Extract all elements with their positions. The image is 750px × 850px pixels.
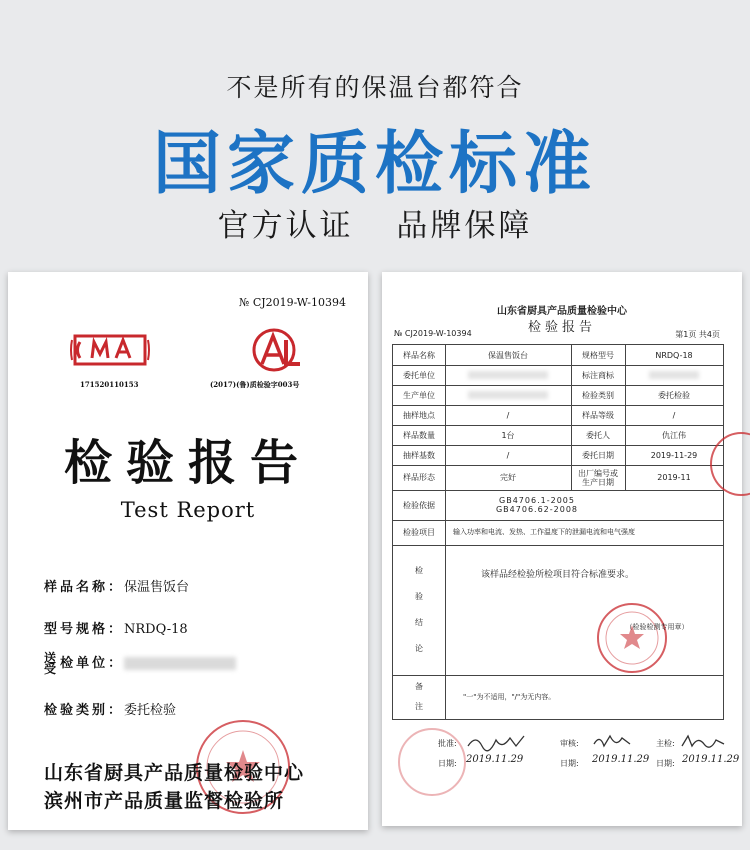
review-signature-icon <box>592 732 632 752</box>
field-sample-name <box>44 576 189 595</box>
conclusion-char-2: 验 <box>415 592 423 601</box>
cell-basis-value-2: GB4706.62-2008 <box>495 505 578 514</box>
cell-test-type-value: 委托检验 <box>658 390 690 400</box>
report-page <box>382 272 742 826</box>
field-test-type-value: 委托检验 <box>124 703 177 718</box>
field-submitter <box>44 652 236 675</box>
cell-client-label: 委托单位 <box>403 370 435 380</box>
cal-logo <box>210 328 316 389</box>
cal-code: (2017)(鲁)质检验字003号 <box>210 380 300 389</box>
headline-sub-left: 官方认证 <box>217 208 354 244</box>
cell-sample-name-value: 保温售饭台 <box>488 350 528 360</box>
headline-sub-right: 品牌保障 <box>396 208 533 244</box>
cell-agent-label: 委托人 <box>586 430 610 440</box>
cell-serial-value: 2019-11 <box>657 473 691 482</box>
inspection-stamp <box>597 603 667 673</box>
cell-seal-note: （检验检测专用章） <box>625 622 689 631</box>
field-model-value: NRDQ-18 <box>124 622 188 637</box>
conclusion-char-1: 检 <box>415 566 423 575</box>
cell-items-label: 检验项目 <box>403 528 435 537</box>
report-center-name: 山东省厨具产品质量检验中心 <box>497 306 627 317</box>
report-title: 检验报告 <box>527 320 596 335</box>
field-sample-name-value: 保温售饭台 <box>124 580 190 595</box>
institute-2: 滨州市产品质量监督检验所 <box>44 790 285 812</box>
cell-quantity-label: 样品数量 <box>403 430 435 440</box>
headline-main: 国家质检标准 <box>152 125 597 204</box>
cell-test-type-label: 检验类别 <box>582 390 614 400</box>
cell-state-value: 完好 <box>500 473 516 482</box>
field-submitter-label: 检单位： <box>60 656 125 671</box>
cell-state-label: 样品形态 <box>403 473 435 482</box>
field-submitter-bottom: 受 <box>44 661 57 676</box>
approve-signature-icon <box>466 732 526 752</box>
remark-char-1: 备 <box>415 682 423 691</box>
cell-maker-label: 生产单位 <box>403 390 435 400</box>
test-signature <box>680 732 726 756</box>
cma-logo <box>70 328 150 389</box>
institute-1: 山东省厨具产品质量检验中心 <box>44 762 305 784</box>
test-signature-icon <box>680 732 726 752</box>
cell-spec-label: 规格型号 <box>582 350 614 360</box>
faded-stamp <box>398 728 466 796</box>
cell-serial-label-1: 出厂编号或 <box>578 468 618 478</box>
approve-date-label: 日期: <box>438 759 457 768</box>
cover-number: № CJ2019-W-10394 <box>238 296 346 309</box>
cell-agent-value: 仇江伟 <box>662 430 686 440</box>
cell-sample-grade-label: 样品等级 <box>582 410 614 420</box>
cell-entrust-date-value: 2019-11-29 <box>650 450 698 460</box>
cell-sample-grade-value: / <box>672 410 676 420</box>
field-test-type-label: 检验类别： <box>44 703 125 718</box>
conclusion-char-3: 结 <box>415 618 423 627</box>
report-page-count: 第1页 共4页 <box>675 330 720 339</box>
inspection-stamp-star-icon <box>599 605 665 671</box>
headline-top: 不是所有的保温台都符合 <box>226 73 524 102</box>
cell-serial-label <box>571 465 625 490</box>
cell-basis-value <box>445 490 629 520</box>
cell-remark-text: "一"为不适用，"/"为无内容。 <box>463 692 556 701</box>
cover-title-en: Test Report <box>120 498 256 522</box>
field-submitter-redacted <box>124 657 236 670</box>
cell-maker-value <box>445 385 571 405</box>
cell-quantity-value: 1台 <box>501 430 515 440</box>
field-model-label: 型号规格： <box>44 622 125 637</box>
cell-conclusion-text: 该样品经检验所检项目符合标准要求。 <box>481 569 635 580</box>
cell-basis-label: 检验依据 <box>403 500 435 510</box>
review-date: 2019.11.29 <box>592 754 650 765</box>
test-date: 2019.11.29 <box>682 754 740 765</box>
field-sample-name-label: 样品名称： <box>44 580 125 595</box>
test-label: 主检: <box>656 739 675 748</box>
field-submitter-stack <box>44 650 57 676</box>
approve-label: 批准: <box>438 739 457 748</box>
cma-code: 171520110153 <box>80 380 139 389</box>
review-label: 审核: <box>560 739 579 748</box>
remark-char-2: 注 <box>415 702 423 711</box>
conclusion-char-4: 论 <box>415 644 423 653</box>
field-model <box>44 618 188 637</box>
cell-serial-label-2: 生产日期 <box>582 477 614 487</box>
cell-entrust-date-label: 委托日期 <box>582 450 614 460</box>
cell-remark-label <box>393 675 445 719</box>
field-submitter-top: 送 <box>44 650 57 665</box>
cma-logo-icon <box>70 328 150 380</box>
cell-sampling-place-label: 抽样地点 <box>403 410 435 420</box>
cell-client-value <box>445 365 571 385</box>
review-signature <box>592 732 632 756</box>
cell-conclusion-label <box>393 545 445 675</box>
cell-brand-value <box>625 365 723 385</box>
approve-date: 2019.11.29 <box>466 754 524 765</box>
cover-title: 检验报告 <box>63 435 312 491</box>
review-date-label: 日期: <box>560 759 579 768</box>
cell-spec-value: NRDQ-18 <box>655 350 693 360</box>
cal-logo-icon <box>240 328 316 380</box>
approve-signature <box>466 732 526 756</box>
cell-sampling-place-value: / <box>506 410 510 420</box>
report-cover <box>8 272 368 830</box>
cell-base-value: / <box>506 450 510 460</box>
cell-basis-value-1: GB4706.1-2005 <box>499 496 575 505</box>
report-table <box>392 344 724 720</box>
maker-redacted <box>468 391 548 399</box>
cell-sample-name-label: 样品名称 <box>403 350 435 360</box>
headline-sub <box>0 200 750 245</box>
cell-base-label: 抽样基数 <box>403 450 435 460</box>
brand-redacted <box>649 371 699 379</box>
cell-brand-label: 标注商标 <box>582 370 614 380</box>
client-redacted <box>468 371 548 379</box>
report-number: № CJ2019-W-10394 <box>394 329 472 338</box>
field-test-type <box>44 699 176 718</box>
cell-items-value: 输入功率和电流、发热、工作温度下的泄漏电流和电气强度 <box>453 528 635 536</box>
test-date-label: 日期: <box>656 759 675 768</box>
